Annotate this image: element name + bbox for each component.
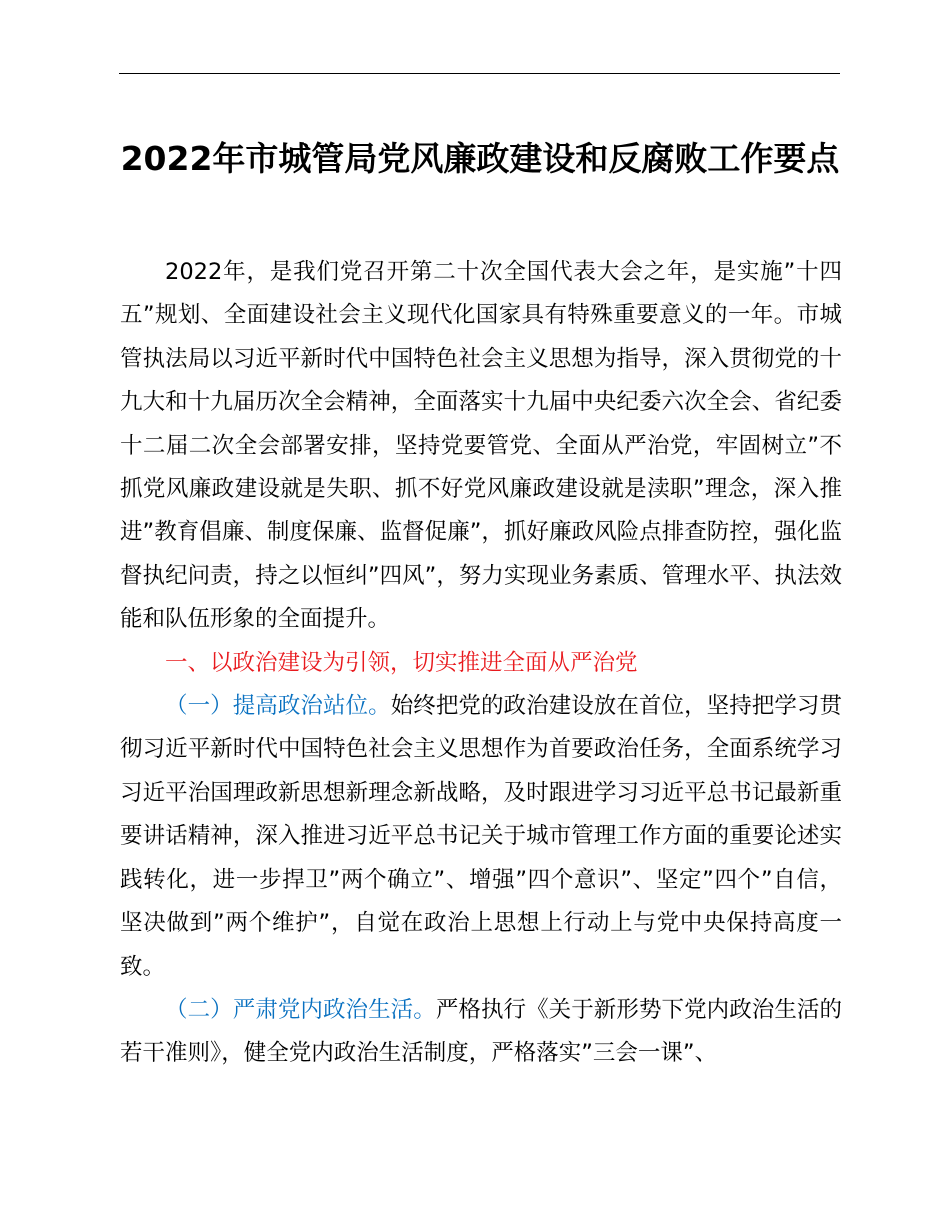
item-paragraph-1 — [120, 685, 842, 989]
section-heading-1: 一、以政治建设为引领，切实推进全面从严治党 — [165, 649, 638, 676]
item-text-1: 始终把党的政治建设放在首位，坚持把学习贯彻习近平新时代中国特色社会主义思想作为首要政治任务，全面系统学习习近平治国理政新思想新理念新战略，及时跟进学习习近平总书记最新重要讲话精神，深入推进习近平总书记关于城市管理工作方面的重要论述实践转化，进一步捍卫”两个确立”、增强”四个意识”、坚定”四个”自信，坚决做到”两个维护”，自觉在政治上思想上行动上与党中央保持高度一致。 — [120, 693, 842, 980]
intro-paragraph: 2022年，是我们党召开第二十次全国代表大会之年，是实施”十四五”规划、全面建设社会主义现代化国家具有特殊重要意义的一年。市城管执法局以习近平新时代中国特色社会主义思想为指导，深入贯彻党的十九大和十九届历次全会精神，全面落实十九届中央纪委六次全会、省纪委十二届二次全会部署安排，坚持党要管党、全面从严治党，牢固树立”不抓党风廉政建设就是失职、抓不好党风廉政建设就是渎职”理念，深入推进”教育倡廉、制度保廉、监督促廉”，抓好廉政风险点排查防控，强化监督执纪问责，持之以恒纠”四风”，努力实现业务素质、管理水平、执法效能和队伍形象的全面提升。 — [120, 259, 842, 633]
document-title: 2022年市城管局党风廉政建设和反腐败工作要点 — [120, 139, 840, 178]
item-label-1: （一）提高政治站位。 — [165, 693, 391, 720]
item-text-2: 严格执行《关于新形势下党内政治生活的若干准则》，健全党内政治生活制度，严格落实”三会一课”、 — [120, 996, 842, 1067]
header-rule — [119, 73, 840, 74]
item-label-2: （二）严肃党内政治生活。 — [165, 996, 436, 1023]
item-paragraph-2 — [120, 989, 842, 1076]
document-body — [120, 251, 842, 1076]
